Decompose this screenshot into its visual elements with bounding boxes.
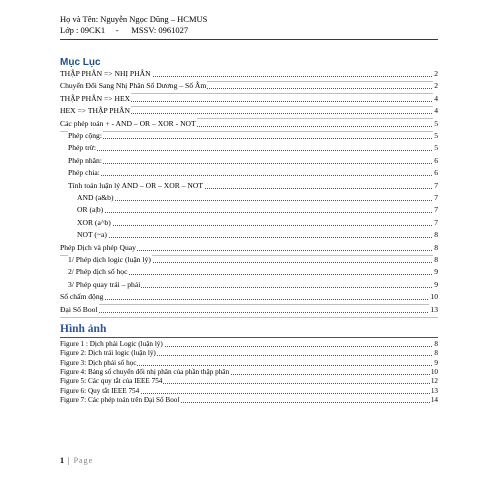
toc-entry-page: 13 bbox=[430, 304, 438, 314]
figure-entry-label: Figure 4: Bảng số chuyển đổi nhị phân của phần thập phân bbox=[60, 367, 230, 376]
toc-title: Mục Lục bbox=[60, 57, 101, 68]
header-name-line: Họ và Tên: Nguyễn Ngọc Dũng – HCMUS bbox=[60, 14, 208, 24]
toc-leader-dots bbox=[68, 150, 432, 151]
toc-entry[interactable] bbox=[60, 266, 438, 279]
toc-entry[interactable] bbox=[60, 167, 438, 180]
toc-entry-label: THẬP PHÂN => NHỊ PHÂN bbox=[60, 69, 151, 78]
figure-entry[interactable] bbox=[60, 340, 438, 349]
toc-entry-page: 5 bbox=[434, 143, 438, 153]
toc-leader-dots bbox=[60, 299, 432, 300]
toc-entry-label: Các phép toán + - AND – OR – XOR - NOT bbox=[60, 118, 196, 128]
toc-leader-dots bbox=[68, 175, 432, 176]
figure-entry[interactable] bbox=[60, 387, 438, 396]
toc-entry-page: 8 bbox=[434, 255, 438, 264]
toc-entry-page: 7 bbox=[434, 217, 438, 227]
footer-page-number: 1 bbox=[60, 456, 64, 465]
toc-leader-dots bbox=[68, 163, 432, 164]
toc-entry-label: 3/ Phép quay trái – phải bbox=[68, 279, 141, 289]
toc-entry-label: OR (a|b) bbox=[77, 205, 104, 215]
figure-entry-label: Figure 3: Dịch phải số học bbox=[60, 358, 137, 367]
figure-entry-page: 8 bbox=[434, 349, 438, 358]
toc-entry-label: 1/ Phép dịch logic (luận lý) bbox=[68, 255, 151, 264]
toc-entry-page: 4 bbox=[434, 106, 438, 116]
toc-entry-label: Phép nhân: bbox=[68, 155, 102, 165]
header-class-line: Lớp : 09CK1 - MSSV: 0961027 bbox=[60, 25, 189, 35]
figure-entry-page: 10 bbox=[430, 367, 438, 376]
figure-entry-page: 9 bbox=[434, 358, 438, 367]
toc-entry[interactable] bbox=[60, 229, 438, 242]
toc-entry-label: Phép chia: bbox=[68, 168, 100, 178]
toc-leader-dots bbox=[77, 200, 432, 201]
toc-entry-page: 9 bbox=[434, 267, 438, 277]
toc-entry[interactable] bbox=[60, 180, 438, 193]
toc-entry[interactable] bbox=[60, 304, 438, 318]
toc-entry-label: 2/ Phép dịch số học bbox=[68, 267, 128, 277]
figure-entry-label: Figure 1 : Dịch phải Logic (luận lý) bbox=[60, 340, 163, 348]
toc-entry-label: Chuyển Đổi Sang Nhị Phân Số Dương – Số Âm bbox=[60, 81, 207, 91]
figure-entry-label: Figure 2: Dịch trái logic (luận lý) bbox=[60, 349, 156, 358]
toc-entry[interactable] bbox=[60, 254, 438, 267]
toc-entry-label: XOR (a^b) bbox=[77, 217, 111, 227]
toc-entry-page: 6 bbox=[434, 168, 438, 178]
toc-entry-page: 2 bbox=[434, 69, 438, 78]
figure-entry-page: 8 bbox=[434, 340, 438, 348]
page-footer bbox=[60, 456, 93, 465]
footer-separator: | bbox=[68, 456, 70, 465]
figure-entry[interactable] bbox=[60, 377, 438, 386]
toc-leader-dots bbox=[77, 212, 432, 213]
toc-leader-dots bbox=[60, 312, 432, 313]
toc-entry[interactable] bbox=[60, 192, 438, 205]
toc-entry-label: HEX => THẬP PHÂN bbox=[60, 106, 130, 116]
toc-entry-page: 10 bbox=[430, 292, 438, 302]
figure-entry[interactable] bbox=[60, 368, 438, 377]
toc-leader-dots bbox=[77, 225, 432, 226]
figures-divider bbox=[60, 337, 438, 338]
toc-entry-page: 8 bbox=[434, 230, 438, 240]
figure-entry-page: 14 bbox=[430, 395, 438, 404]
toc-entry[interactable] bbox=[60, 142, 438, 155]
figure-entry[interactable] bbox=[60, 396, 438, 405]
toc-entry-page: 5 bbox=[434, 131, 438, 140]
toc-entry-page: 9 bbox=[434, 279, 438, 289]
toc-entry-page: 7 bbox=[434, 180, 438, 190]
figure-entry-page: 12 bbox=[430, 377, 438, 386]
toc-entry[interactable] bbox=[60, 217, 438, 230]
header-divider bbox=[60, 39, 438, 40]
toc-entry[interactable] bbox=[60, 130, 438, 143]
toc-entry[interactable] bbox=[60, 204, 438, 217]
toc-entry[interactable] bbox=[60, 155, 438, 168]
figures-title: Hình ảnh bbox=[60, 323, 107, 335]
figure-entry-label: Figure 7: Các phép toán trên Đại Số Bool bbox=[60, 395, 180, 404]
toc-entry-page: 8 bbox=[434, 242, 438, 252]
toc-entry[interactable] bbox=[60, 279, 438, 292]
toc-entry-label: Phép cộng: bbox=[68, 131, 102, 140]
toc-entry-label: Đại Số Bool bbox=[60, 304, 98, 314]
figure-entry-label: Figure 6: Quy tắt IEEE 754 bbox=[60, 386, 140, 395]
toc-entry-label: Phép Dịch và phép Quay bbox=[60, 242, 136, 252]
toc-leader-dots bbox=[77, 237, 432, 238]
toc-entry-page: 4 bbox=[434, 93, 438, 103]
figure-entry-page: 13 bbox=[430, 386, 438, 395]
toc-entry-page: 6 bbox=[434, 155, 438, 165]
toc-entry-page: 2 bbox=[434, 81, 438, 91]
toc-entry-label: Số chấm động bbox=[60, 292, 104, 302]
toc-entry-label: AND (a&b) bbox=[77, 193, 114, 202]
toc-entry-label: Tính toán luận lý AND – OR – XOR – NOT bbox=[68, 180, 203, 190]
toc-entry-label: THẬP PHÂN => HEX bbox=[60, 93, 131, 103]
toc-entry-page: 5 bbox=[434, 118, 438, 128]
toc-entry-page: 7 bbox=[434, 205, 438, 215]
figure-entry[interactable] bbox=[60, 359, 438, 368]
footer-page-word: Page bbox=[73, 456, 94, 465]
toc-entry-label: Phép trừ: bbox=[68, 143, 96, 153]
toc-leader-dots bbox=[68, 138, 432, 139]
toc-entry-page: 7 bbox=[434, 193, 438, 202]
figure-entry-label: Figure 5: Các quy tắt của IEEE 754 bbox=[60, 377, 163, 386]
toc-entry-label: NOT (~a) bbox=[77, 230, 107, 240]
page-header bbox=[60, 14, 207, 36]
figure-entry[interactable] bbox=[60, 349, 438, 358]
